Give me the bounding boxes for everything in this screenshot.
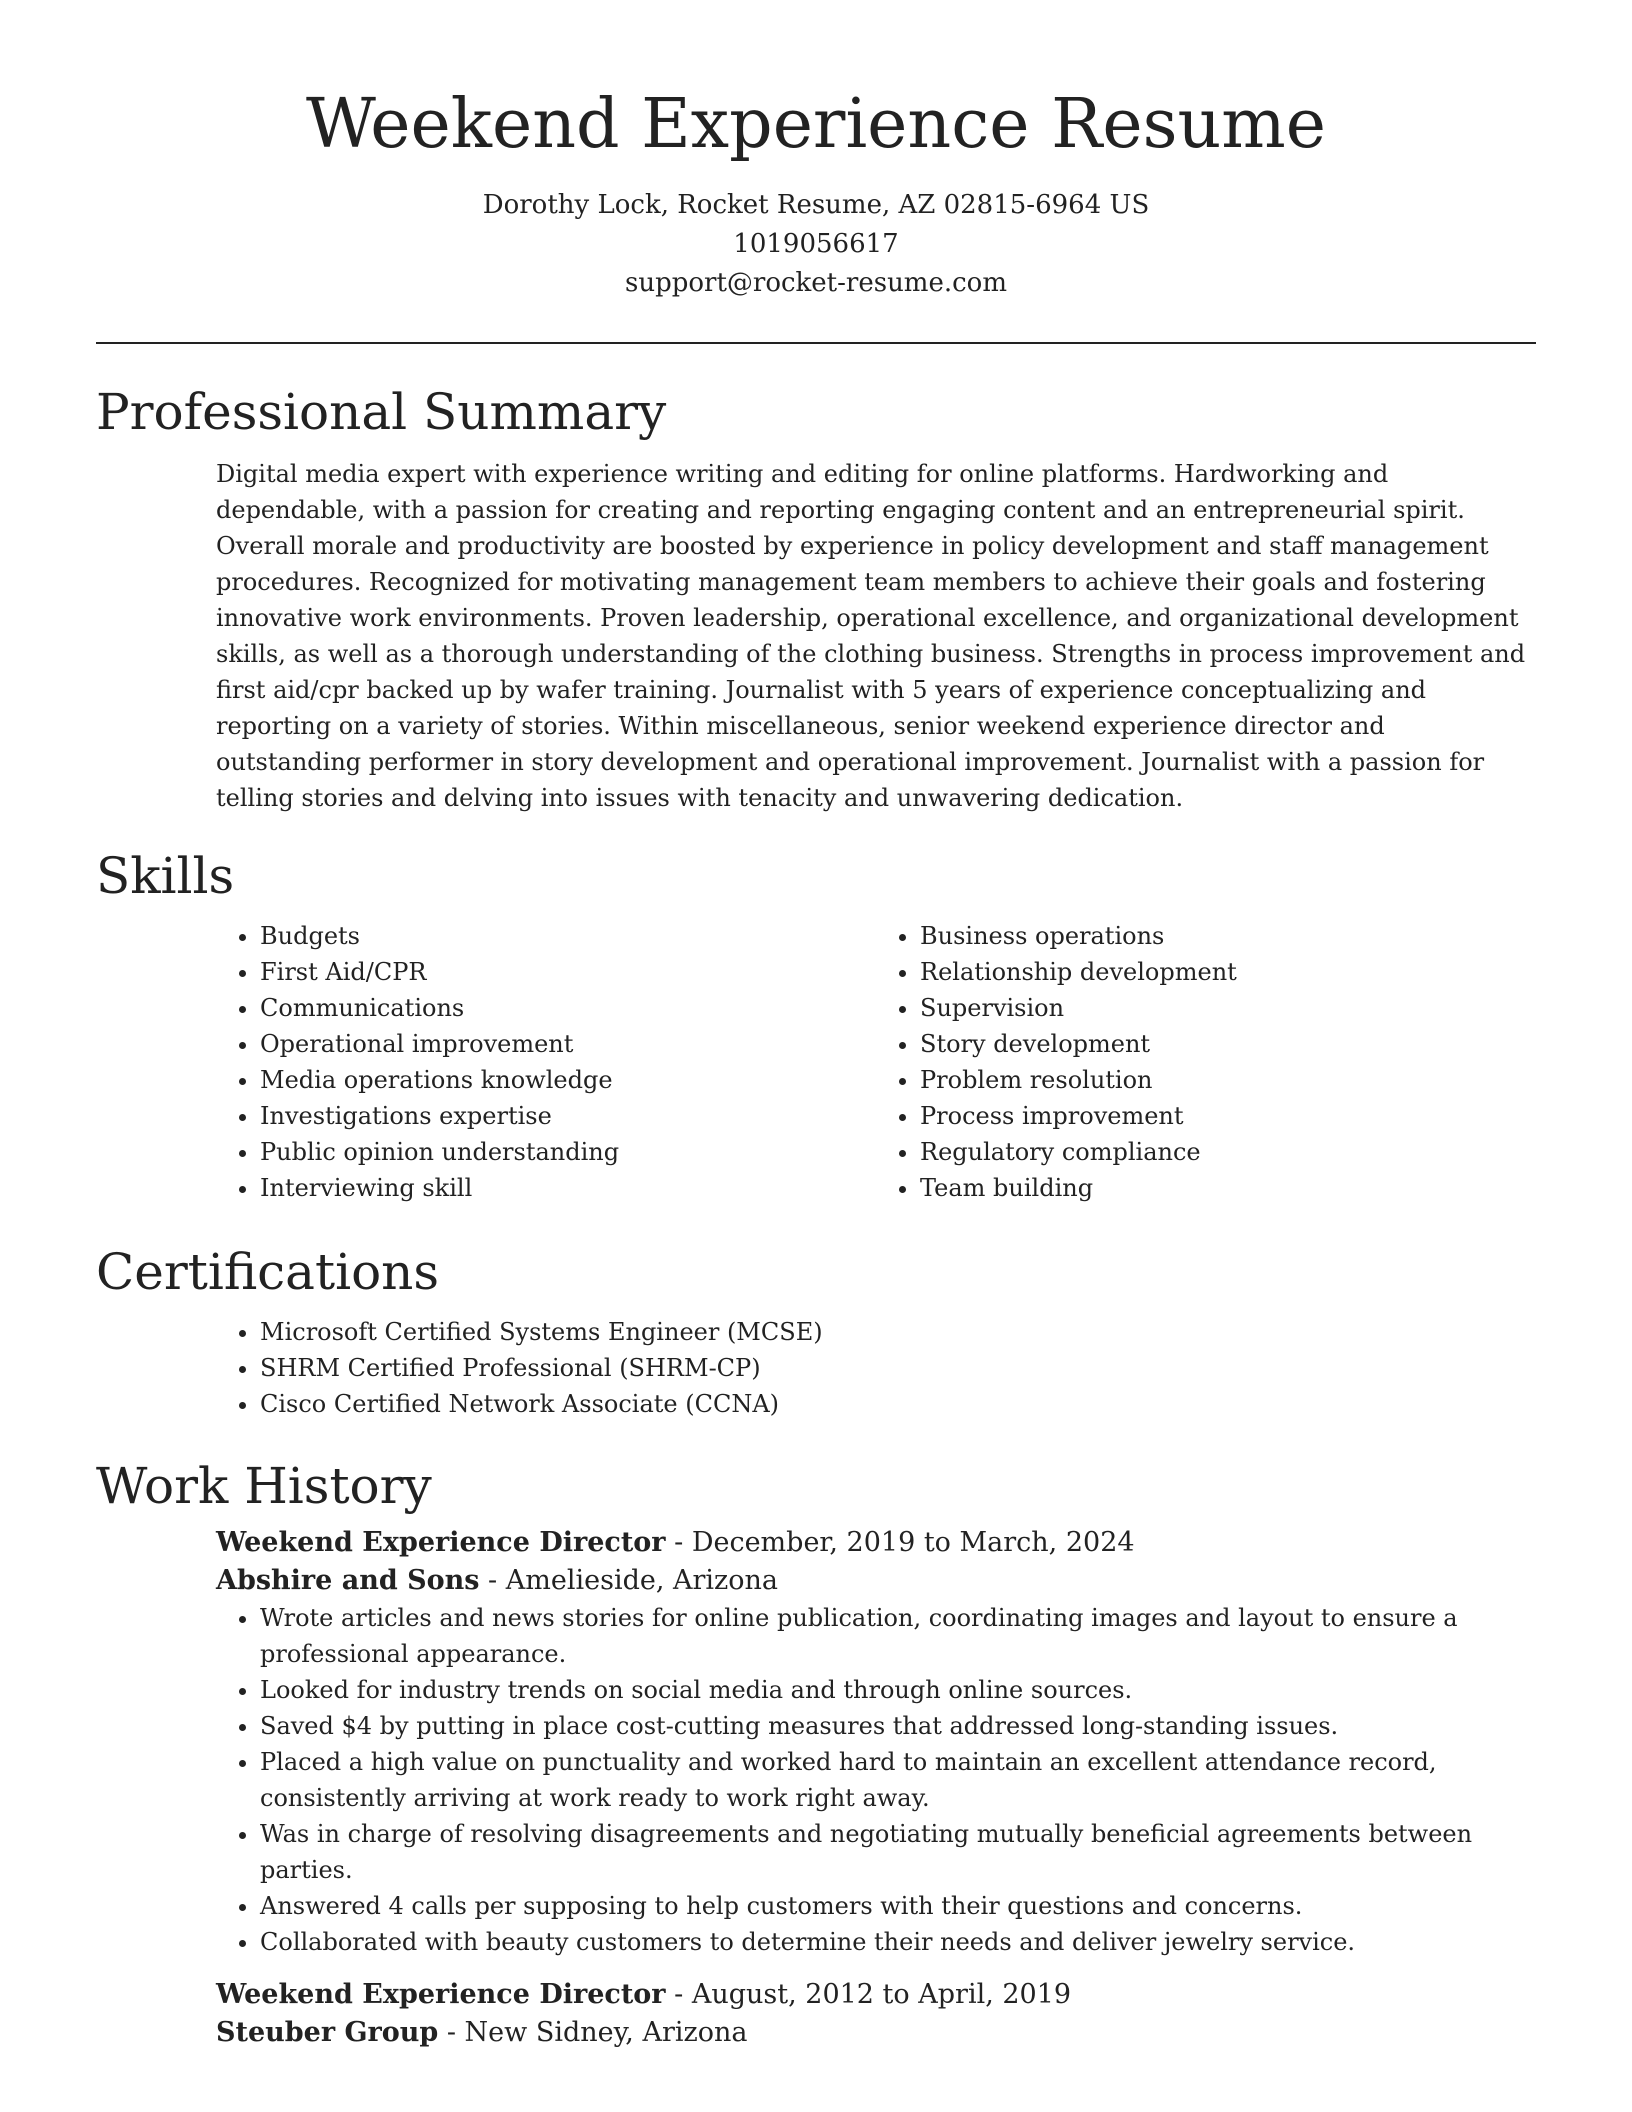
certifications-list [216, 1314, 1536, 1422]
job-bullet: • Looked for industry trends on social media and through online sources. [260, 1672, 1536, 1708]
certifications-section [96, 1242, 1536, 1422]
job-title-line [216, 1976, 1536, 2014]
skill-item: • Team building [920, 1170, 1536, 1206]
skill-item: • Regulatory compliance [920, 1134, 1536, 1170]
skills-section [96, 846, 1536, 1206]
contact-info [96, 186, 1536, 303]
certifications-heading: Certifications [96, 1243, 440, 1301]
summary-text: Digital media expert with experience writing and editing for online platforms. Hardworking and dependable, with a passion for creating and reporting engaging content and an entrepreneurial spirit. Overall morale and productivity are boosted by experience in policy development and staff management procedures. Recognized for motivating management team members to achieve their goals and fostering innovative work environments. Proven leadership, operational excellence, and organizational development skills, as well as a thorough understanding of the clothing business. Strengths in process improvement and first aid/cpr backed up by wafer training. Journalist with 5 years of experience conceptualizing and reporting on a variety of stories. Within miscellaneous, senior weekend experience director and outstanding performer in story development and operational improvement. Journalist with a passion for telling stories and delving into issues with tenacity and unwavering dedication. [216, 460, 1526, 812]
certification-item: • Microsoft Certified Systems Engineer (MCSE) [260, 1314, 1536, 1350]
job-dates: - December, 2019 to March, 2024 [665, 1527, 1135, 1558]
skill-item: • Process improvement [920, 1098, 1536, 1134]
resume-header [96, 80, 1536, 303]
job-company: Steuber Group [216, 2017, 439, 2048]
job-title: Weekend Experience Director [216, 1979, 666, 2010]
job-entry [216, 1976, 1536, 2052]
summary-body [216, 456, 1536, 816]
job-bullet: • Saved $4 by putting in place cost-cutting measures that addressed long-standing issues. [260, 1708, 1536, 1744]
skills-columns [216, 918, 1536, 1206]
work-history-heading: Work History [96, 1457, 432, 1515]
contact-address: Dorothy Lock, Rocket Resume, AZ 02815-6964 US [482, 190, 1150, 220]
skill-item: • Investigations expertise [260, 1098, 876, 1134]
skill-item: • Business operations [920, 918, 1536, 954]
job-location: - New Sidney, Arizona [438, 2017, 748, 2048]
skill-item: • Communications [260, 990, 876, 1026]
contact-email: support@rocket-resume.com [624, 268, 1007, 298]
header-divider [96, 342, 1536, 344]
certifications-body [216, 1314, 1536, 1422]
skill-item: • Story development [920, 1026, 1536, 1062]
skill-item: • First Aid/CPR [260, 954, 876, 990]
job-bullet: • Wrote articles and news stories for online publication, coordinating images and layout to ensure a professional appearance. [260, 1600, 1536, 1672]
summary-heading: Professional Summary [96, 383, 667, 441]
skill-item: • Supervision [920, 990, 1536, 1026]
certification-item: • SHRM Certified Professional (SHRM-CP) [260, 1350, 1536, 1386]
work-history-section [96, 1456, 1536, 2052]
skill-item: • Media operations knowledge [260, 1062, 876, 1098]
certification-item: • Cisco Certified Network Associate (CCNA) [260, 1386, 1536, 1422]
job-company-line [216, 2014, 1536, 2052]
job-company-line [216, 1562, 1536, 1600]
job-bullet: • Answered 4 calls per supposing to help customers with their questions and concerns. [260, 1888, 1536, 1924]
job-bullet: • Placed a high value on punctuality and worked hard to maintain an excellent attendance record, consistently arriving at work ready to work right away. [260, 1744, 1536, 1816]
resume-title: Weekend Experience Resume [305, 85, 1327, 164]
job-bullet-list [216, 1600, 1536, 1960]
job-title: Weekend Experience Director [216, 1527, 666, 1558]
skills-list-left [216, 918, 876, 1206]
summary-section [96, 382, 1536, 816]
skill-item: • Relationship development [920, 954, 1536, 990]
job-location: - Amelieside, Arizona [479, 1565, 779, 1596]
job-entry [216, 1524, 1536, 1960]
work-history-body [216, 1524, 1536, 2052]
skills-heading: Skills [96, 847, 235, 905]
job-dates: - August, 2012 to April, 2019 [665, 1979, 1072, 2010]
skills-list-right [876, 918, 1536, 1206]
job-company: Abshire and Sons [216, 1565, 480, 1596]
job-bullet: • Was in charge of resolving disagreements and negotiating mutually beneficial agreements between parties. [260, 1816, 1536, 1888]
contact-phone: 1019056617 [733, 229, 899, 259]
skill-item: • Operational improvement [260, 1026, 876, 1062]
job-title-line [216, 1524, 1536, 1562]
skill-item: • Problem resolution [920, 1062, 1536, 1098]
skill-item: • Interviewing skill [260, 1170, 876, 1206]
skill-item: • Public opinion understanding [260, 1134, 876, 1170]
job-bullet: • Collaborated with beauty customers to determine their needs and deliver jewelry service. [260, 1924, 1536, 1960]
skill-item: • Budgets [260, 918, 876, 954]
